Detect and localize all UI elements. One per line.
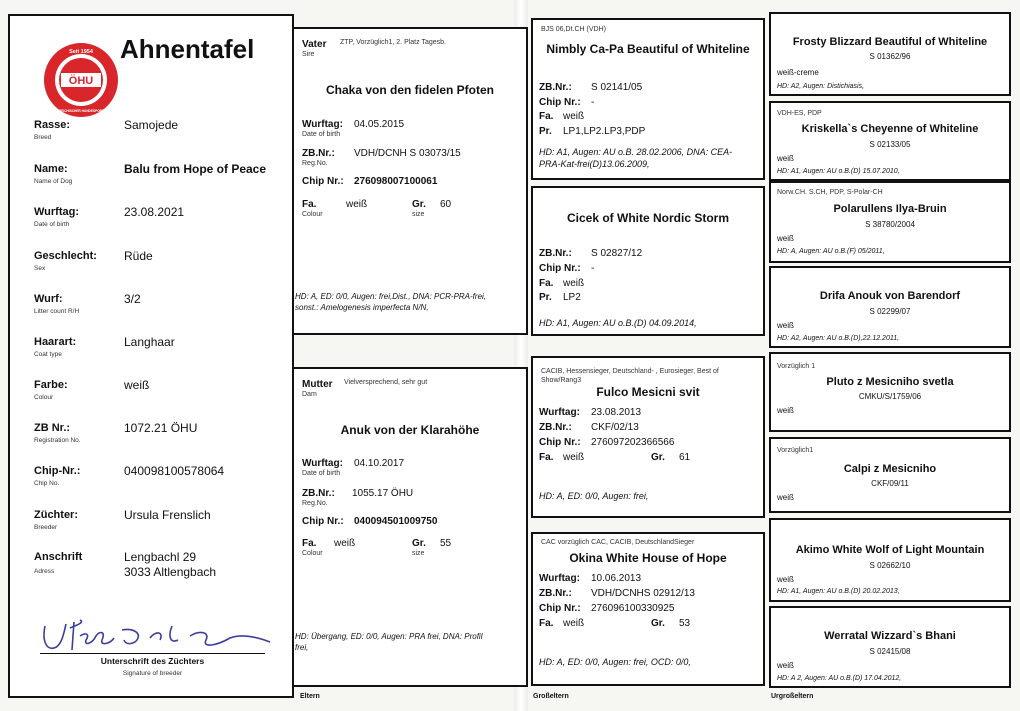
g5-colour: weiß: [777, 406, 794, 415]
g5-name: Pluto z Mesicniho svetla: [826, 376, 954, 388]
gp4-zb-value: VDH/DCNHS 02912/13: [591, 588, 695, 599]
g8-health: HD: A 2, Augen: AU o.B.(D) 17.04.2012,: [777, 675, 902, 682]
wurf-label: Wurf:: [34, 293, 63, 305]
sire-zb-sub: Reg.No.: [302, 160, 328, 167]
gp1-zb-value: S 02141/05: [591, 82, 643, 93]
g2-name: Kriskella`s Cheyenne of Whiteline: [801, 123, 979, 135]
sire-fa-label: Fa.: [302, 199, 317, 210]
grosseltern-footer: Großeltern: [533, 693, 569, 700]
name-label: Name:: [34, 163, 68, 175]
dam-zb-label: ZB.Nr.:: [302, 488, 335, 499]
dam-gr-value: 55: [440, 538, 452, 549]
zuechter-sub: Breeder: [34, 524, 58, 531]
dam-wurftag-label: Wurftag:: [302, 458, 343, 469]
dam-role-sub: Dam: [302, 391, 317, 398]
haarart-value: Langhaar: [124, 335, 175, 349]
g3-titles: Norw.CH. S.CH, PDP, S-Polar-CH: [777, 189, 883, 196]
g5-titles: Vorzüglich 1: [777, 363, 816, 370]
dam-wurftag-sub: Date of birth: [302, 470, 341, 477]
g2-health: HD: A1, Augen: AU o.B.(D) 15.07.2010,: [777, 168, 900, 175]
g1-colour: weiß-creme: [777, 68, 819, 77]
name-sub: Name of Dog: [34, 178, 73, 185]
sire-name: Chaka von den fidelen Pfoten: [325, 83, 495, 97]
page-title: Ahnentafel: [120, 34, 255, 64]
logo-top-text: Seit 1954: [69, 49, 93, 55]
gp4-titles: CAC vorzüglich CAC, CACIB, DeutschlandSieger: [541, 539, 695, 546]
gp4-gr-label: Gr.: [651, 618, 665, 629]
gp2-chip-value: -: [591, 263, 595, 274]
gp3-zb-value: CKF/02/13: [591, 422, 639, 433]
gp4-zb-label: ZB.Nr.:: [539, 588, 572, 599]
farbe-sub: Colour: [34, 394, 54, 401]
gp3-gr-label: Gr.: [651, 452, 665, 463]
sire-gr-label: Gr.: [412, 199, 426, 210]
great-grandparent-1: [769, 12, 1011, 96]
signature-sub: Signature of breeder: [122, 670, 183, 677]
g7-name: Akimo White Wolf of Light Mountain: [795, 544, 985, 556]
sire-zb-value: VDH/DCNH S 03073/15: [354, 148, 461, 159]
dam-chip-label: Chip Nr.:: [302, 516, 344, 527]
g8-reg: S 02415/08: [869, 647, 911, 656]
gp1-zb-label: ZB.Nr.:: [539, 82, 572, 93]
gp3-health-1: HD: A, ED: 0/0, Augen: frei,: [539, 491, 649, 501]
sire-fa-value: weiß: [346, 199, 368, 210]
g5-reg: CMKU/S/1759/06: [858, 392, 922, 401]
gp3-chip-value: 276097202366566: [591, 437, 675, 448]
g3-colour: weiß: [777, 234, 794, 243]
zuechter-label: Züchter:: [34, 509, 78, 521]
sire-wurftag-value: 04.05.2015: [354, 119, 405, 130]
dam-fa-sub: Colour: [302, 550, 323, 557]
g4-name: Drifa Anouk von Barendorf: [819, 290, 961, 302]
sire-role-sub: Sire: [302, 51, 315, 58]
rasse-value: Samojede: [124, 118, 179, 132]
gp2-fa-label: Fa.: [539, 278, 554, 289]
gp1-titles: BJS 06,Dt.CH (VDH): [541, 26, 606, 33]
name-value: Balu from Hope of Peace: [124, 162, 267, 176]
zb-sub: Registration No.: [34, 437, 81, 444]
gp4-gr-value: 53: [679, 618, 691, 629]
g4-colour: weiß: [777, 321, 794, 330]
great-grandparent-8: [769, 606, 1011, 688]
dam-health-1: HD: Übergang, ED: 0/0, Augen: PRA frei, DNA: Profil: [295, 632, 483, 641]
gp2-fa-value: weiß: [563, 278, 585, 289]
oehu-logo: [41, 40, 121, 120]
dam-titles: Vielversprechend, sehr gut: [344, 379, 428, 386]
sire-wurftag-sub: Date of birth: [302, 131, 341, 138]
wurf-sub: Litter count R/H: [34, 308, 80, 315]
dog-card: [8, 14, 294, 698]
gp3-titles-1: CACIB, Hessensieger, Deutschland- , Eurosieger, Best of: [541, 368, 719, 375]
g1-reg: S 01362/96: [869, 52, 911, 61]
rasse-sub: Breed: [34, 134, 52, 141]
dam-gr-label: Gr.: [412, 538, 426, 549]
anschrift-line-2: 3033 Altlengbach: [124, 565, 217, 579]
sire-chip-value: 276098007100061: [354, 176, 438, 187]
zb-label: ZB Nr.:: [34, 422, 71, 434]
g4-reg: S 02299/07: [869, 307, 911, 316]
gp4-fa-value: weiß: [563, 618, 585, 629]
great-grandparent-2: [769, 101, 1011, 181]
gp3-wurftag-value: 23.08.2013: [591, 407, 642, 418]
haarart-sub: Coat type: [34, 351, 62, 358]
anschrift-sub: Adress: [34, 568, 55, 575]
dam-name: Anuk von der Klarahöhe: [340, 423, 480, 437]
sire-zb-label: ZB.Nr.:: [302, 148, 335, 159]
gp3-zb-label: ZB.Nr.:: [539, 422, 572, 433]
gp2-zb-label: ZB.Nr.:: [539, 248, 572, 259]
gp1-chip-value: -: [591, 97, 595, 108]
gp1-health-2: PRA-Kat-frei(D)13.06.2009,: [539, 159, 650, 169]
gp2-zb-value: S 02827/12: [591, 248, 643, 259]
g1-name: Frosty Blizzard Beautiful of Whiteline: [792, 36, 988, 48]
signature-label: Unterschrift des Züchters: [100, 656, 205, 666]
wurftag-label: Wurftag:: [34, 206, 80, 218]
breeder-signature: [40, 618, 280, 658]
dam-chip-value: 040094501009750: [354, 516, 438, 527]
dam-zb-sub: Reg.No.: [302, 500, 328, 507]
signature-line: [40, 653, 265, 654]
great-grandparent-3: [769, 181, 1011, 263]
dam-fa-value: weiß: [334, 538, 356, 549]
gp4-wurftag-label: Wurftag:: [539, 573, 580, 584]
gp3-name: Fulco Mesicni svit: [596, 385, 700, 399]
geschlecht-sub: Sex: [34, 265, 46, 272]
g2-colour: weiß: [777, 154, 794, 163]
g3-health: HD: A, Augen: AU o.B.(F) 05/2011,: [777, 248, 885, 255]
g8-name: Werratal Wizzard`s Bhani: [824, 630, 956, 642]
farbe-value: weiß: [124, 378, 150, 392]
gp3-fa-value: weiß: [563, 452, 585, 463]
gp1-name: Nimbly Ca-Pa Beautiful of Whiteline: [546, 42, 750, 56]
gp4-wurftag-value: 10.06.2013: [591, 573, 642, 584]
zb-value: 1072.21 ÖHU: [124, 421, 198, 435]
farbe-label: Farbe:: [34, 379, 68, 391]
sire-titles: ZTP, Vorzüglich1, 2. Platz Tagesb.: [340, 39, 446, 46]
great-grandparent-5: [769, 352, 1011, 432]
sire-health-2: sonst.: Amelogenesis imperfecta N/N,: [295, 303, 429, 312]
sire-fa-sub: Colour: [302, 211, 323, 218]
gp1-fa-value: weiß: [563, 111, 585, 122]
gp2-chip-label: Chip Nr.:: [539, 263, 581, 274]
g2-reg: S 02133/05: [869, 140, 911, 149]
dam-role: Mutter: [302, 379, 333, 390]
eltern-footer: Eltern: [300, 693, 320, 700]
wurftag-sub: Date of birth: [34, 221, 70, 228]
great-grandparent-6: [769, 437, 1011, 513]
sire-health-1: HD: A, ED: 0/0, Augen: frei,Dist., DNA: PCR-PRA-frei,: [295, 292, 487, 301]
gp4-chip-label: Chip Nr.:: [539, 603, 581, 614]
gp1-pr-value: LP1,LP2.LP3,PDP: [563, 126, 646, 137]
grandparent-2: [531, 186, 765, 336]
geschlecht-value: Rüde: [124, 249, 153, 263]
chip-value: 040098100578064: [124, 464, 225, 478]
haarart-label: Haarart:: [34, 336, 77, 348]
gp4-fa-label: Fa.: [539, 618, 554, 629]
gp1-health-1: HD: A1, Augen: AU o.B. 28.02.2006, DNA: CEA-: [539, 147, 733, 157]
anschrift-label: Anschrift: [34, 551, 83, 563]
gp3-fa-label: Fa.: [539, 452, 554, 463]
g4-health: HD: A2, Augen: AU o.B.(D),22.12.2011,: [777, 335, 900, 342]
dam-gr-sub: size: [412, 550, 425, 557]
gp1-chip-label: Chip Nr.:: [539, 97, 581, 108]
gp2-pr-label: Pr.: [539, 292, 552, 303]
sire-role: Vater: [302, 39, 327, 50]
anschrift-line-1: Lengbachl 29: [124, 550, 197, 564]
sire-gr-value: 60: [440, 199, 452, 210]
gp2-pr-value: LP2: [563, 292, 581, 303]
gp2-health-1: HD: A1, Augen: AU o.B.(D) 04.09.2014,: [539, 318, 697, 328]
g7-health: HD: A1, Augen: AU o.B.(D) 20.02.2013,: [777, 588, 900, 595]
geschlecht-label: Geschlecht:: [34, 250, 97, 262]
g7-reg: S 02662/10: [869, 561, 911, 570]
chip-sub: Chip No.: [34, 480, 60, 487]
g6-colour: weiß: [777, 493, 794, 502]
grandparent-4: [531, 532, 765, 686]
sire-box: [292, 27, 528, 335]
gp3-wurftag-label: Wurftag:: [539, 407, 580, 418]
dam-box: [292, 367, 528, 687]
sire-chip-label: Chip Nr.:: [302, 176, 344, 187]
gp3-titles-2: Show/Rang3: [541, 377, 582, 384]
dam-health-2: frei,: [295, 643, 309, 652]
gp1-fa-label: Fa.: [539, 111, 554, 122]
g7-colour: weiß: [777, 575, 794, 584]
rasse-label: Rasse:: [34, 119, 71, 131]
great-grandparent-4: [769, 266, 1011, 348]
g6-titles: Vorzüglich1: [777, 447, 814, 454]
g6-reg: CKF/09/11: [871, 479, 909, 488]
grandparent-1: [531, 18, 765, 180]
wurftag-value: 23.08.2021: [124, 205, 185, 219]
g3-name: Polarullens Ilya-Bruin: [833, 203, 947, 215]
g8-colour: weiß: [777, 661, 794, 670]
g2-titles: VDH-ES, PDP: [777, 110, 822, 117]
gp3-gr-value: 61: [679, 452, 691, 463]
g3-reg: S 38780/2004: [865, 220, 915, 229]
logo-ring-text: ÖSTERREICHISCHER HUNDESPORTUNION: [47, 109, 115, 113]
urgrosseltern-footer: Urgroßeltern: [771, 693, 814, 700]
grandparent-3: [531, 356, 765, 518]
chip-label: Chip-Nr.:: [34, 465, 81, 477]
zuechter-value: Ursula Frenslich: [124, 508, 211, 522]
gp1-pr-label: Pr.: [539, 126, 552, 137]
gp3-chip-label: Chip Nr.:: [539, 437, 581, 448]
sire-gr-sub: size: [412, 211, 425, 218]
gp2-name: Cicek of White Nordic Storm: [566, 211, 730, 225]
gp4-health-1: HD: A, ED: 0/0, Augen: frei, OCD: 0/0,: [539, 657, 691, 667]
g1-health: HD: A2, Augen: Distichiasis,: [777, 83, 865, 90]
wurf-value: 3/2: [124, 292, 141, 306]
great-grandparent-7: [769, 518, 1011, 602]
dam-zb-value: 1055.17 ÖHU: [352, 488, 414, 499]
sire-wurftag-label: Wurftag:: [302, 119, 343, 130]
g6-name: Calpi z Mesicniho: [843, 463, 937, 475]
gp4-chip-value: 276096100330925: [591, 603, 675, 614]
dam-wurftag-value: 04.10.2017: [354, 458, 405, 469]
logo-center-text: ÖHU: [68, 75, 94, 87]
dam-fa-label: Fa.: [302, 538, 317, 549]
gp4-name: Okina White House of Hope: [569, 551, 727, 565]
